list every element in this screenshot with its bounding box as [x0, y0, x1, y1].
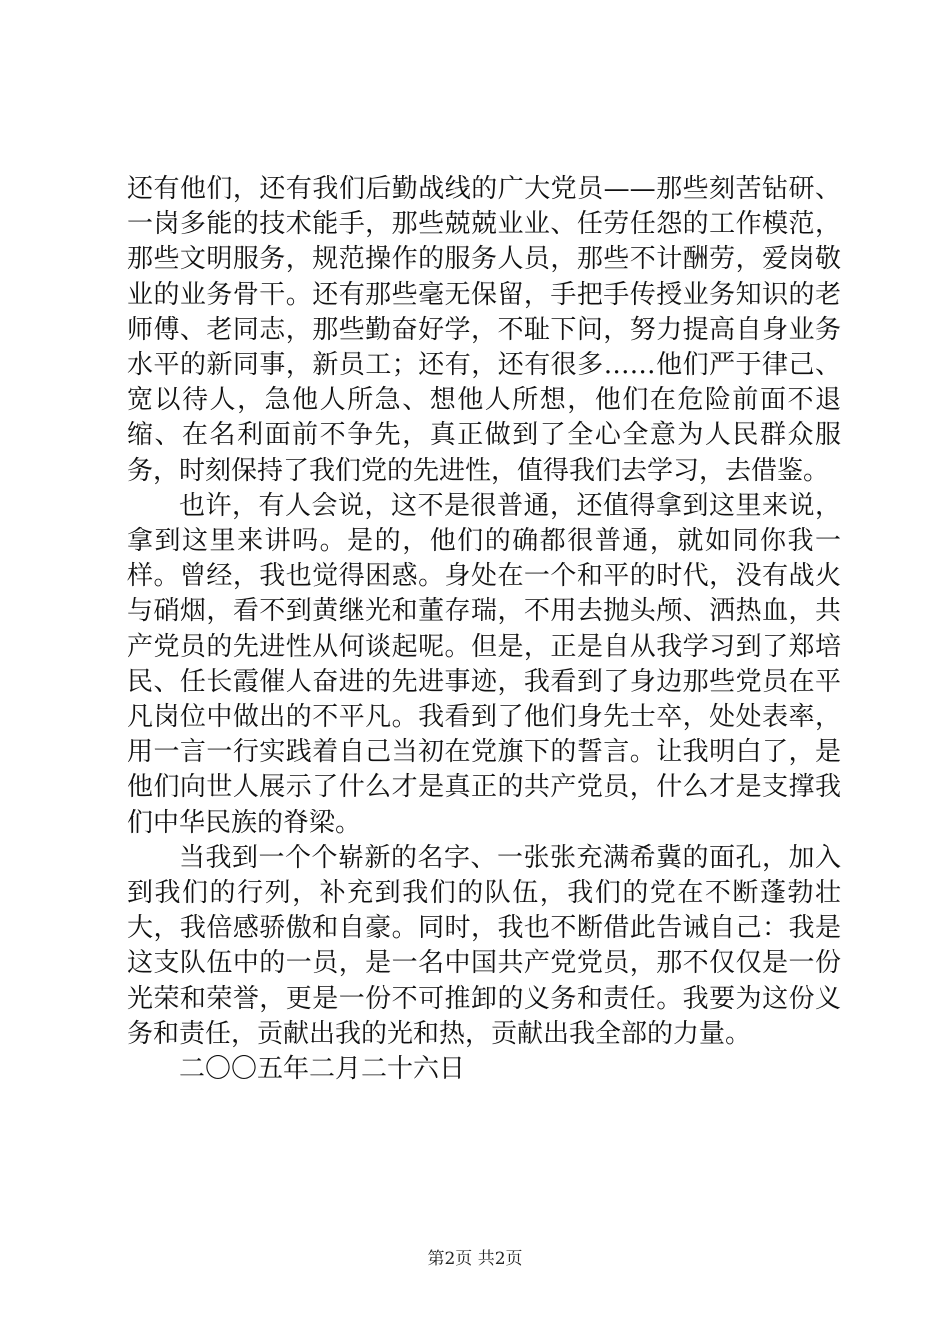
document-body [127, 172, 841, 1087]
document-date: 二〇〇五年二月二十六日 [179, 1054, 466, 1085]
paragraph-2: 也许，有人会说，这不是很普通，还值得拿到这里来说，拿到这里来讲吗。是的，他们的确都很普通，就如同你我一样。曾经，我也觉得困惑。身处在一个和平的时代，没有战火与硝烟，看不到黄继光和董存瑞，不用去抛头颅、洒热血，共产党员的先进性从何谈起呢。但是，正是自从我学习到了郑培民、任长霞催人奋进的先进事迹，我看到了身边那些党员在平凡岗位中做出的不平凡。我看到了他们身先士卒，处处表率，用一言一行实践着自己当初在党旗下的誓言。让我明白了，是他们向世人展示了什么才是真正的共产党员，什么才是支撑我们中华民族的脊梁。 [127, 490, 841, 838]
paragraph-1: 还有他们，还有我们后勤战线的广大党员——那些刻苦钻研、一岗多能的技术能手，那些兢兢业业、任劳任怨的工作模范，那些文明服务，规范操作的服务人员，那些不计酬劳，爱岗敬业的业务骨干。还有那些毫无保留，手把手传授业务知识的老师傅、老同志，那些勤奋好学，不耻下问，努力提高自身业务水平的新同事，新员工；还有，还有很多……他们严于律己、宽以待人，急他人所急、想他人所想，他们在危险前面不退缩、在名利面前不争先，真正做到了全心全意为人民群众服务，时刻保持了我们党的先进性，值得我们去学习，去借鉴。 [127, 174, 841, 486]
paragraph-3: 当我到一个个崭新的名字、一张张充满希冀的面孔，加入到我们的行列，补充到我们的队伍，我们的党在不断蓬勃壮大，我倍感骄傲和自豪。同时，我也不断借此告诫自己：我是这支队伍中的一员，是一名中国共产党党员，那不仅仅是一份光荣和荣誉，更是一份不可推卸的义务和责任。我要为这份义务和责任，贡献出我的光和热，贡献出我全部的力量。 [127, 842, 841, 1049]
page-number-footer: 第2页 共2页 [427, 1249, 523, 1269]
